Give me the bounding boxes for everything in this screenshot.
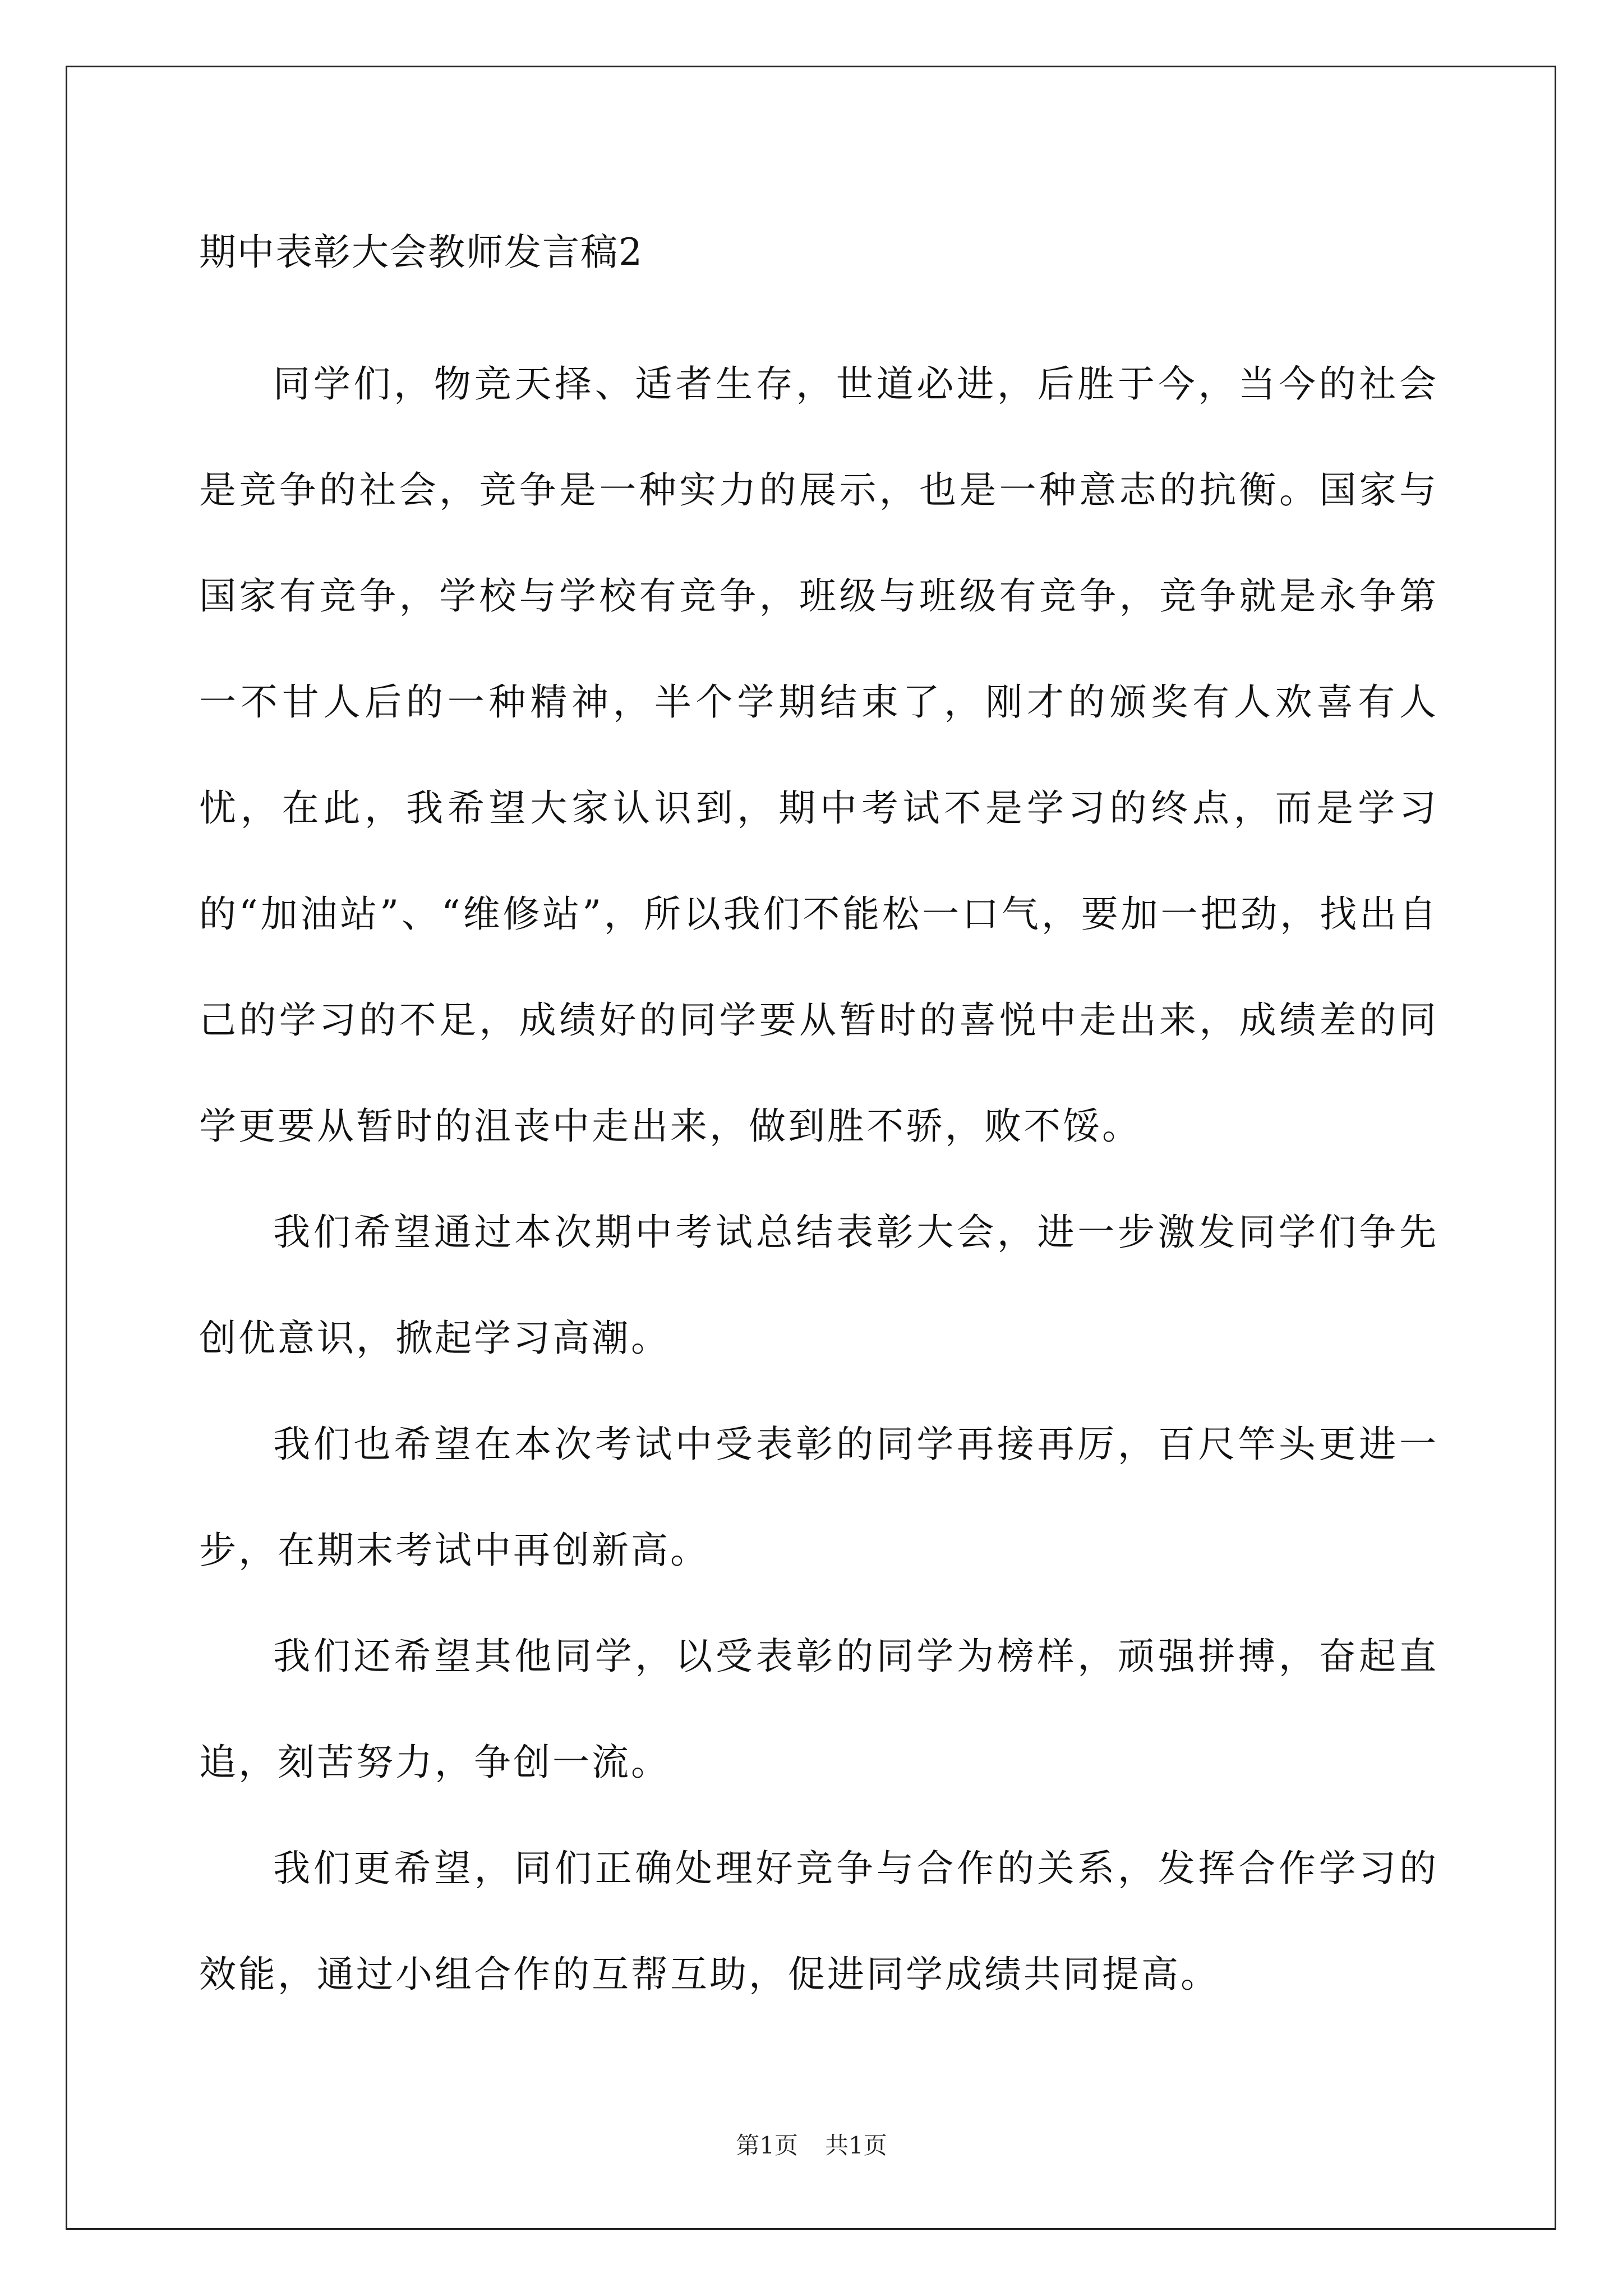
document-title: 期中表彰大会教师发言稿2 (199, 231, 643, 274)
paragraph: 我们更希望，同们正确处理好竞争与合作的关系，发挥合作学习的效能，通过小组合作的互帮互助，促进同学成绩共同提高。 (199, 1847, 1438, 1996)
paragraph: 我们也希望在本次考试中受表彰的同学再接再厉，百尺竿头更进一步，在期末考试中再创新高。 (199, 1423, 1438, 1572)
page-number-total: 共1页 (825, 2132, 887, 2159)
page-footer (0, 2129, 1623, 2162)
page-number-current: 第1页 (736, 2132, 798, 2159)
paragraph: 同学们，物竞天择、适者生存，世道必进，后胜于今，当今的社会是竞争的社会，竞争是一种实力的展示，也是一种意志的抗衡。国家与国家有竞争，学校与学校有竞争，班级与班级有竞争，竞争就是永争第一不甘人后的一种精神，半个学期结束了，刚才的颁奖有人欢喜有人忧，在此，我希望大家认识到，期中考试不是学习的终点，而是学习的“加油站”、“维修站”，所以我们不能松一口气，要加一把劲，找出自己的学习的不足，成绩好的同学要从暂时的喜悦中走出来，成绩差的同学更要从暂时的沮丧中走出来，做到胜不骄，败不馁。 (199, 362, 1438, 1148)
paragraph: 我们还希望其他同学，以受表彰的同学为榜样，顽强拼搏，奋起直追，刻苦努力，争创一流。 (199, 1635, 1438, 1784)
document-body (199, 224, 1438, 2027)
paragraph: 我们希望通过本次期中考试总结表彰大会，进一步激发同学们争先创优意识，掀起学习高潮。 (199, 1211, 1438, 1360)
